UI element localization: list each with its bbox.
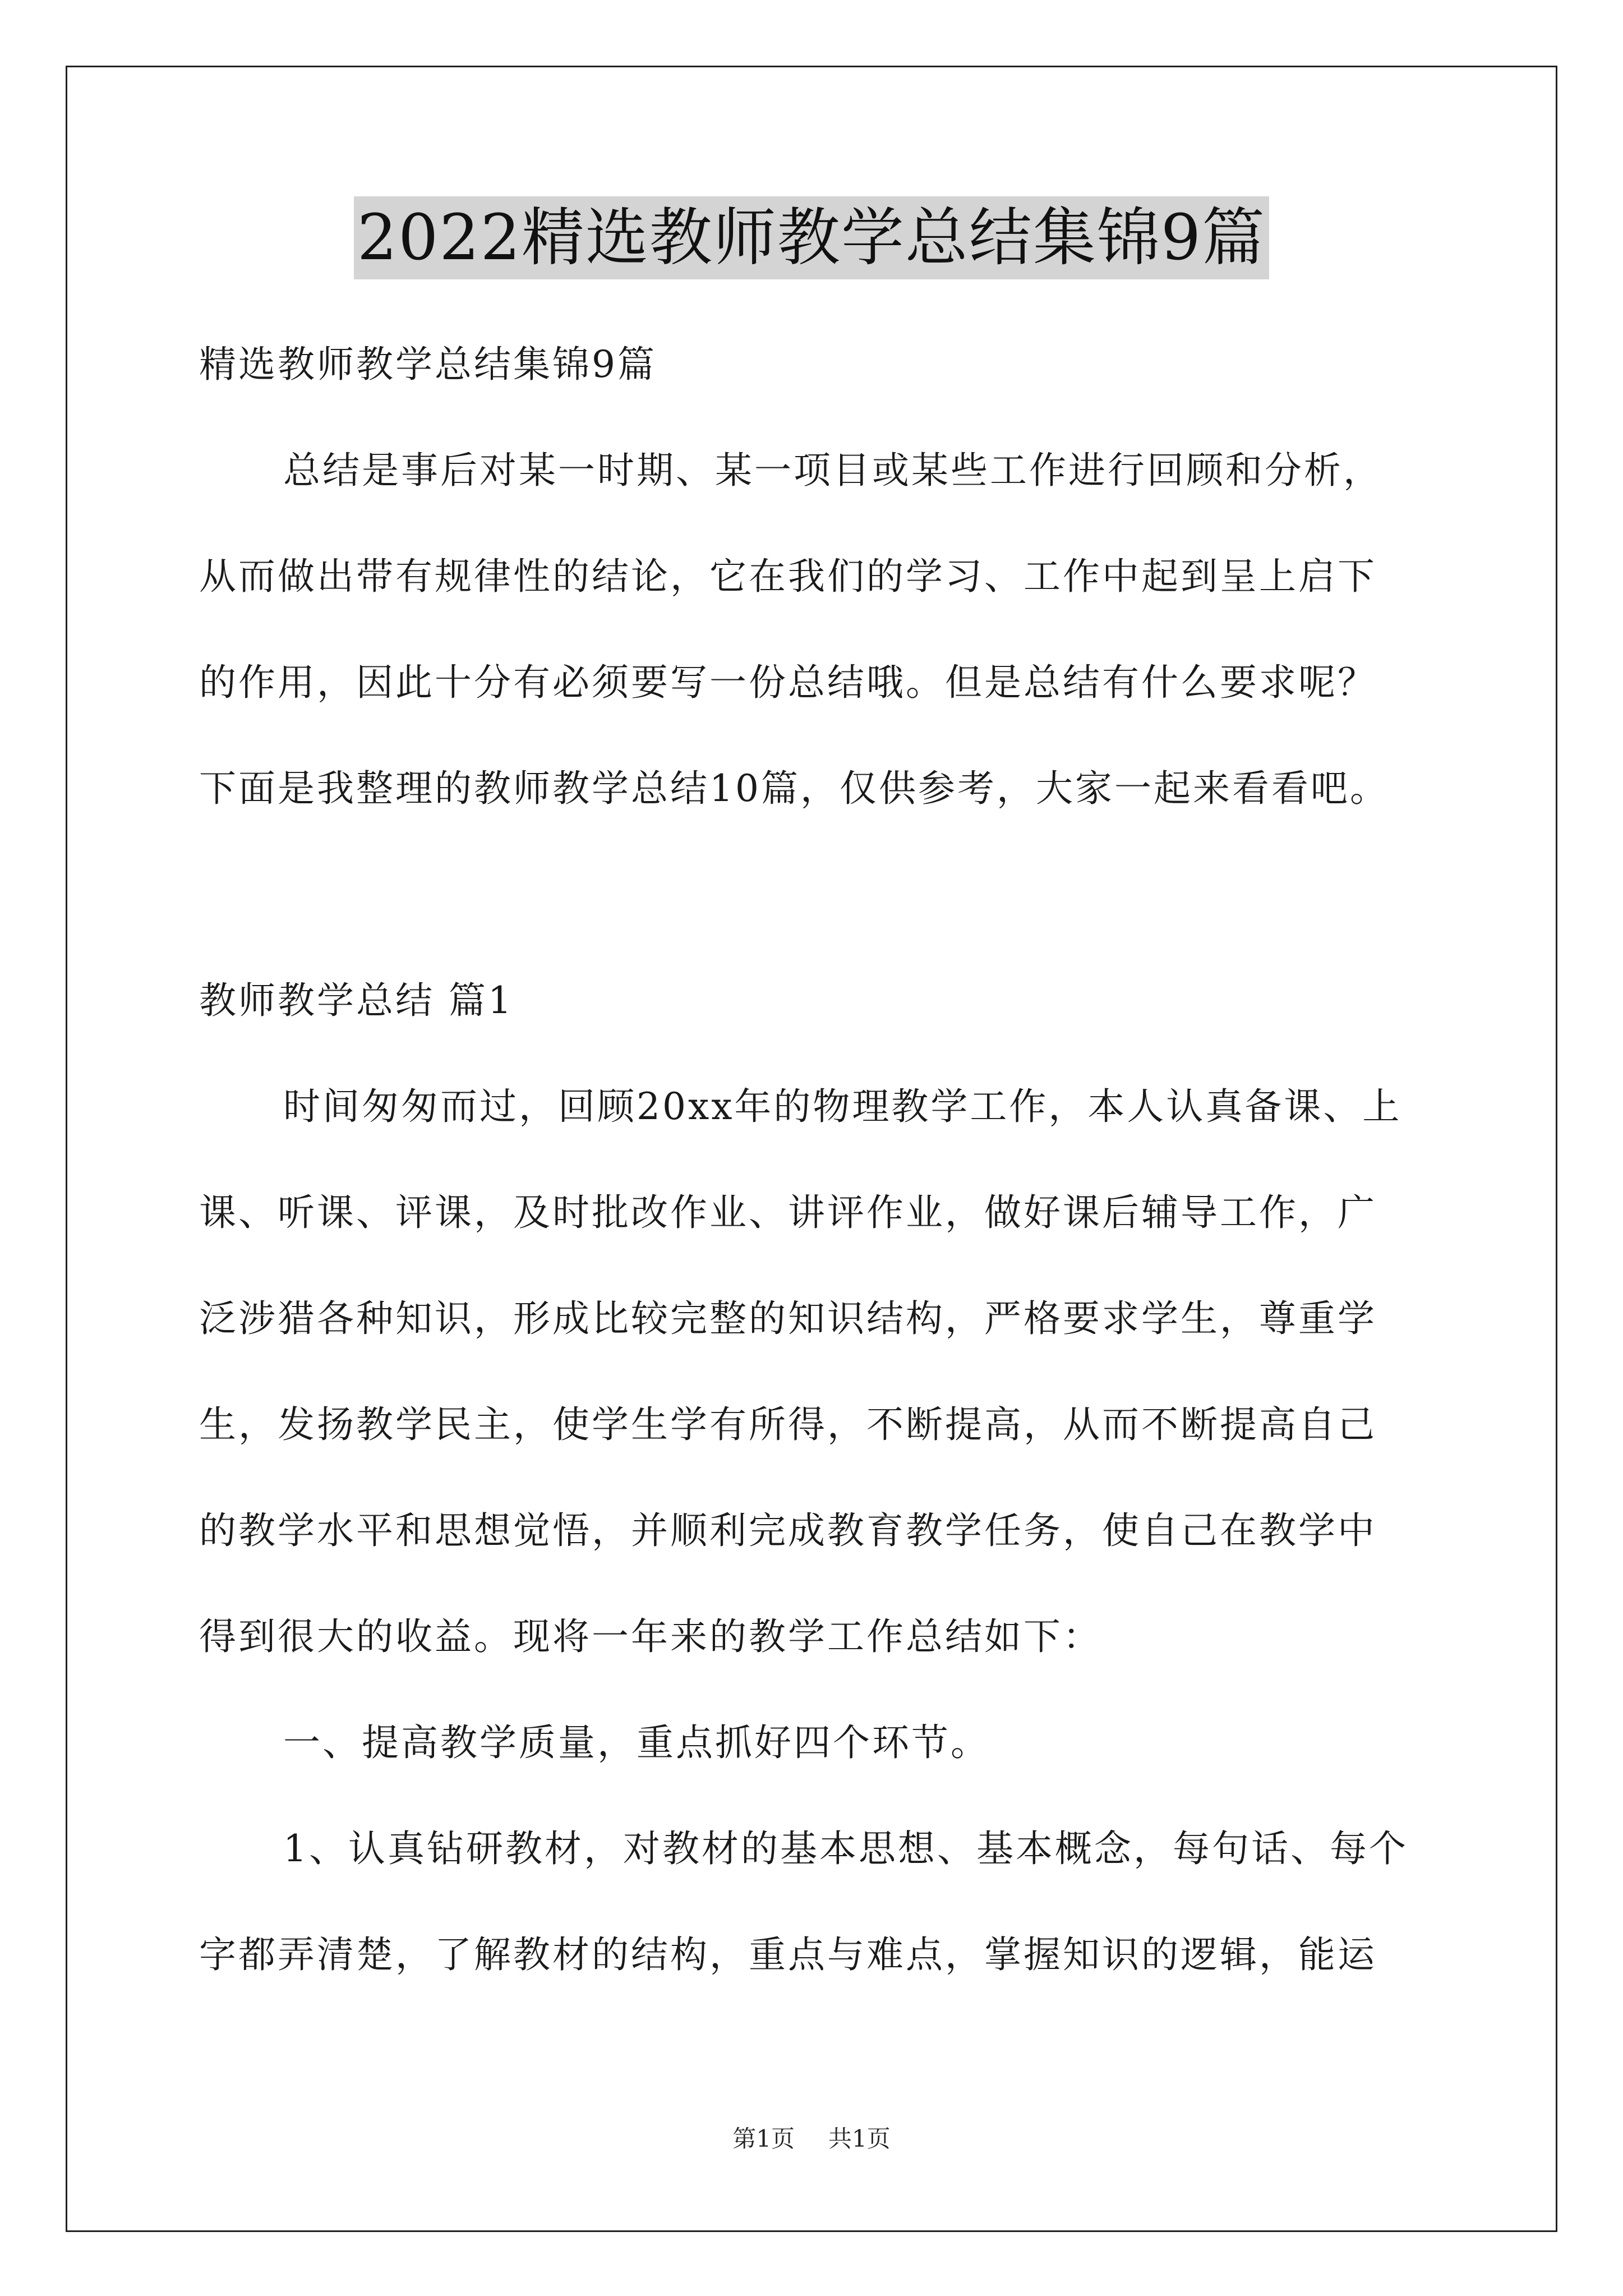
text-line: 课、听课、评课，及时批改作业、讲评作业，做好课后辅导工作，广 bbox=[199, 1191, 1377, 1234]
title-area bbox=[0, 196, 1623, 279]
text-line: 得到很大的收益。现将一年来的教学工作总结如下： bbox=[199, 1615, 1102, 1658]
document-title: 2022精选教师教学总结集锦9篇 bbox=[354, 196, 1269, 279]
text-line: 的教学水平和思想觉悟，并顺利完成教育教学任务，使自己在教学中 bbox=[199, 1509, 1377, 1552]
text-line: 总结是事后对某一时期、某一项目或某些工作进行回顾和分析， bbox=[283, 449, 1382, 492]
page-number-current: 第1页 bbox=[732, 2125, 795, 2152]
page-footer bbox=[0, 2125, 1623, 2153]
text-line: 精选教师教学总结集锦9篇 bbox=[199, 343, 657, 386]
page-number-total: 共1页 bbox=[828, 2125, 891, 2152]
text-line: 字都弄清楚，了解教材的结构，重点与难点，掌握知识的逻辑，能运 bbox=[199, 1933, 1377, 1976]
text-line: 从而做出带有规律性的结论，它在我们的学习、工作中起到呈上启下 bbox=[199, 555, 1377, 598]
document-body bbox=[199, 311, 1424, 2008]
blank-line bbox=[199, 841, 1424, 947]
text-line: 泛涉猎各种知识，形成比较完整的知识结构，严格要求学生，尊重学 bbox=[199, 1297, 1377, 1340]
section-heading: 教师教学总结 篇1 bbox=[199, 979, 514, 1022]
text-line: 1、认真钻研教材，对教材的基本思想、基本概念，每句话、每个 bbox=[283, 1827, 1408, 1870]
text-line: 时间匆匆而过，回顾20xx年的物理教学工作，本人认真备课、上 bbox=[283, 1085, 1402, 1128]
text-line: 下面是我整理的教师教学总结10篇，仅供参考，大家一起来看看吧。 bbox=[199, 767, 1389, 810]
text-line: 一、提高教学质量，重点抓好四个环节。 bbox=[283, 1721, 990, 1764]
text-line: 生，发扬教学民主，使学生学有所得，不断提高，从而不断提高自己 bbox=[199, 1403, 1377, 1446]
text-line: 的作用，因此十分有必须要写一份总结哦。但是总结有什么要求呢？ bbox=[199, 661, 1377, 704]
